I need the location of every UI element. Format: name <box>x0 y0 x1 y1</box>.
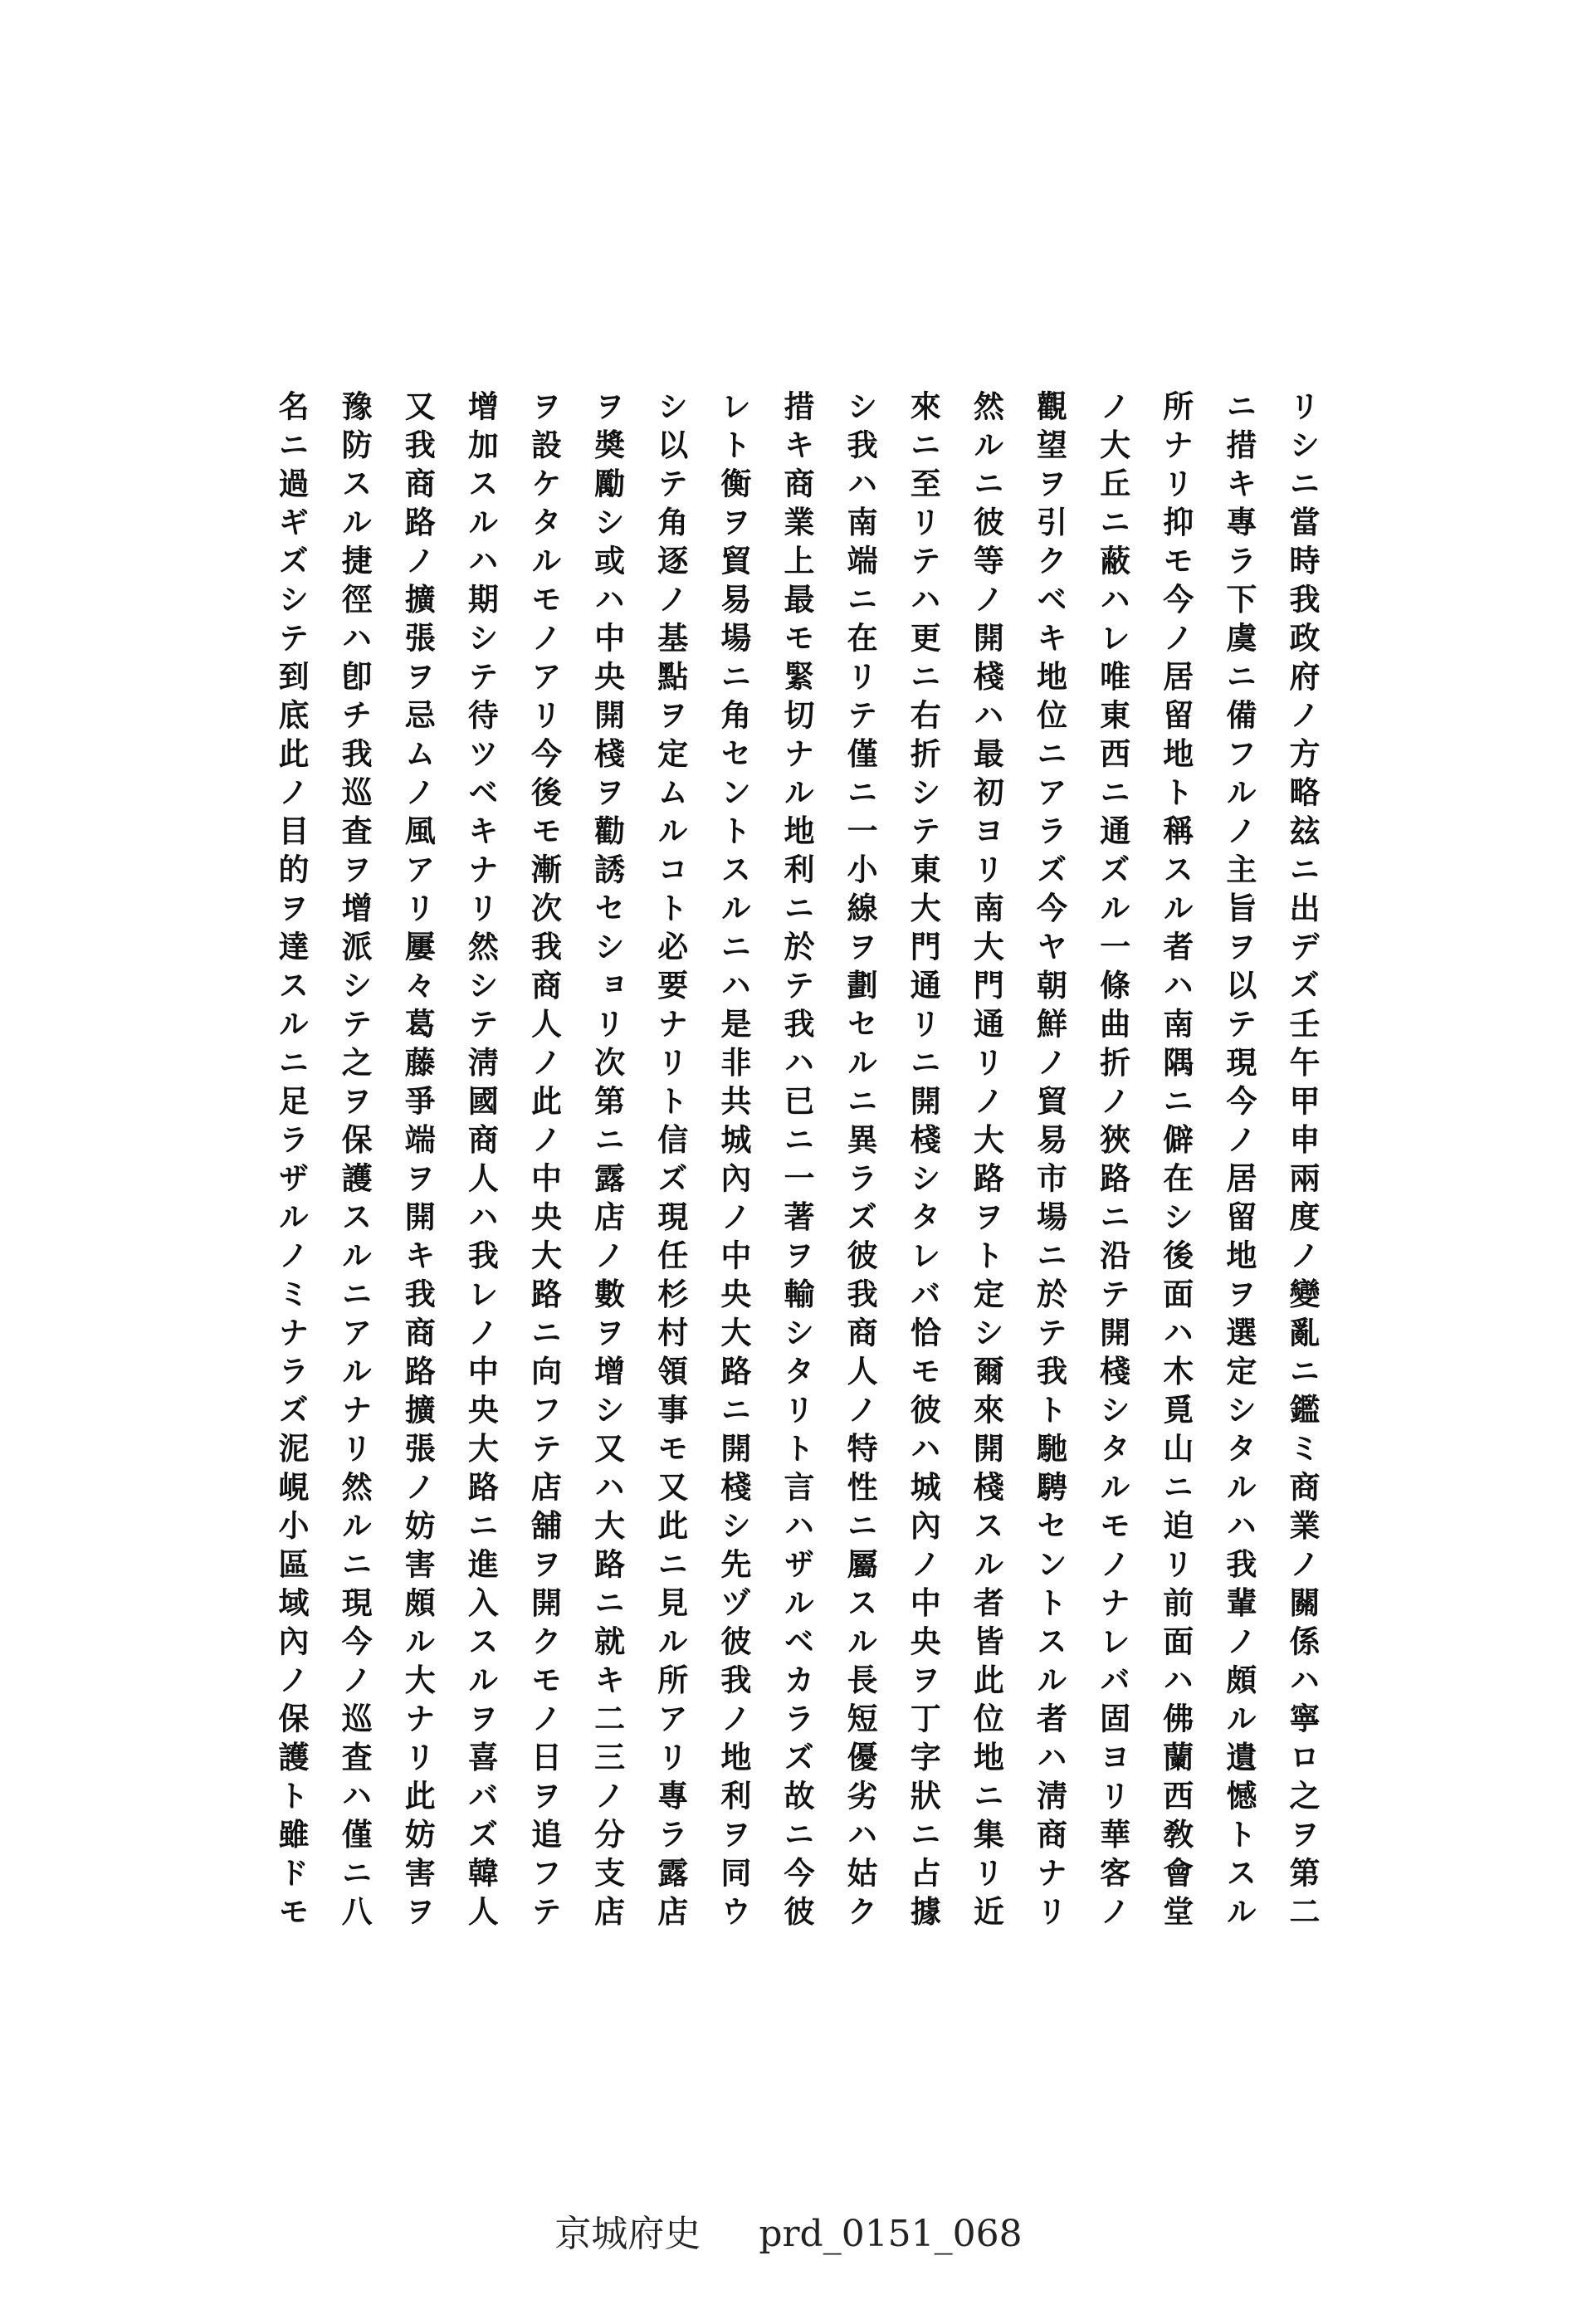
text-column-3: 所ナリ抑モ今ノ居留地ト稱スル者ハ南隅ニ僻在シ後面ハ木覓山ニ迫リ前面ハ佛蘭西敎會堂 <box>1157 390 1194 1934</box>
text-column-11: シ以テ角逐ノ基點ヲ定ムルコト必要ナリト信ズ現任杉村領事モ又此ニ見ル所アリ專ラ露店 <box>652 390 689 1934</box>
text-column-4: ノ大丘ニ蔽ハレ唯東西ニ通ズル一條曲折ノ狹路ニ沿テ開棧シタルモノナレバ固ヨリ華客ノ <box>1094 390 1131 1934</box>
vertical-text-block <box>274 390 1320 1950</box>
footer-title: 京城府史 <box>554 2213 701 2255</box>
text-column-9: 措キ商業上最モ緊切ナル地利ニ於テ我ハ已ニ一著ヲ輸シタリト言ハザルベカラズ故ニ今彼 <box>779 390 815 1934</box>
text-column-12: ヲ奬勵シ或ハ中央開棧ヲ勸誘セショリ次第ニ露店ノ數ヲ增シ又ハ大路ニ就キ二三ノ分支店 <box>588 390 626 1934</box>
text-column-16: 豫防スル捷徑ハ卽チ我巡査ヲ增派シテ之ヲ保護スルニアルナリ然ルニ現今ノ巡査ハ僅ニ八 <box>336 390 374 1934</box>
page-footer <box>0 2204 1577 2257</box>
text-column-15: 又我商路ノ擴張ヲ忌ムノ風アリ屢々葛藤爭端ヲ開キ我商路擴張ノ妨害頗ル大ナリ此妨害ヲ <box>399 390 437 1934</box>
text-column-17: 名ニ過ギズシテ到底此ノ目的ヲ達スルニ足ラザルノミナラズ泥峴小區域內ノ保護ト雖ドモ <box>273 390 310 1934</box>
text-column-1: リシニ當時我政府ノ方略玆ニ出デズ壬午甲申兩度ノ變亂ニ鑑ミ商業ノ關係ハ寧ロ之ヲ第二 <box>1284 390 1321 1934</box>
text-column-6: 然ルニ彼等ノ開棧ハ最初ヨリ南大門通リノ大路ヲト定シ爾來開棧スル者皆此位地ニ集リ近 <box>968 390 1005 1934</box>
text-column-5: 觀望ヲ引クベキ地位ニアラズ今ヤ朝鮮ノ貿易市場ニ於テ我ト馳騁セントスル者ハ淸商ナリ <box>1031 390 1068 1934</box>
text-column-8: シ我ハ南端ニ在リテ僅ニ一小線ヲ劃セルニ異ラズ彼我商人ノ特性ニ屬スル長短優劣ハ姑ク <box>842 390 879 1934</box>
text-column-2: ニ措キ專ラ下虞ニ備フルノ主旨ヲ以テ現今ノ居留地ヲ選定シタルハ我輩ノ頗ル遺憾トスル <box>1220 390 1257 1934</box>
text-column-13: ヲ設ケタルモノアリ今後モ漸次我商人ノ此ノ中央大路ニ向フテ店舖ヲ開クモノ日ヲ追フテ <box>525 390 563 1934</box>
text-column-14: 增加スルハ期シテ待ツベキナリ然シテ淸國商人ハ我レノ中央大路ニ進入スルヲ喜バズ韓人 <box>462 390 500 1934</box>
footer-code: prd_0151_068 <box>759 2213 1023 2255</box>
text-column-10: レト衡ヲ貿易場ニ角セントスルニハ是非共城內ノ中央大路ニ開棧シ先ヅ彼我ノ地利ヲ同ウ <box>715 390 752 1934</box>
text-column-7: 來ニ至リテハ更ニ右折シテ東大門通リニ開棧シタレバ恰モ彼ハ城內ノ中央ヲ丁字狀ニ占據 <box>905 390 942 1934</box>
